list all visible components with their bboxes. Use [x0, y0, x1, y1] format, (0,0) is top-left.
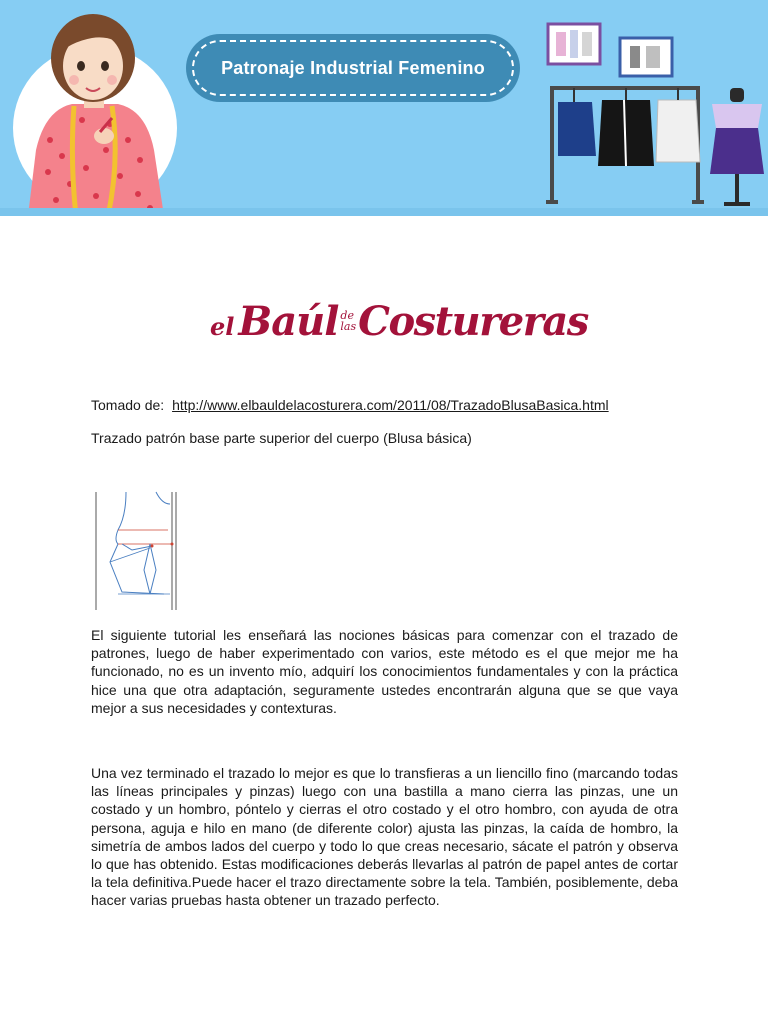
logo-word-baul: Baúl: [238, 297, 339, 345]
clothing-rack-illustration: [540, 16, 768, 216]
document-subtitle: Trazado patrón base parte superior del cuerpo (Blusa básica): [91, 430, 472, 446]
source-label: Tomado de:: [91, 397, 165, 413]
source-link[interactable]: http://www.elbauldelacosturera.com/2011/08/TrazadoBlusaBasica.html: [172, 397, 609, 413]
logo-word-de: de: [340, 309, 354, 322]
seamstress-illustration: [0, 0, 190, 216]
logo-word-delas: [340, 310, 356, 332]
blouse-pattern-drawing: [92, 490, 180, 612]
source-line: [91, 397, 609, 413]
header-banner: [0, 0, 768, 216]
logo-word-el: el: [210, 311, 235, 341]
paragraph-intro: El siguiente tutorial les enseñará las nociones básicas para comenzar con el trazado de patrones, luego de haber experimentado con varios, este método es el que mejor me ha funcionado, no es un invento mío, adquirí los conocimientos fundamentales y con la práctica hice una que otra adaptación, seguramente ustedes encontrarán alguna que se que vaya mejor a sus necesidades y contexturas.: [91, 627, 678, 716]
logo-word-costureras: Costureras: [358, 297, 588, 345]
banner-bottom-strip: [0, 208, 768, 216]
title-badge: [186, 34, 520, 102]
logo-word-las: las: [340, 320, 357, 333]
el-baul-de-las-costureras-logo: [210, 290, 588, 352]
paragraph-instructions: Una vez terminado el trazado lo mejor es que lo transfieras a un liencillo fino (marcando todas las líneas principales y pinzas) luego con una bastilla a mano cierra las pinzas, une un costado y un hombro, póntelo y cierras el otro costado y el otro hombro, con ayuda de otra persona, aguja e hilo en mano (de diferente color) ajusta las pinzas, la caída de hombro, la simetría de ambos lados del cuerpo y todo lo que creas necesario, sácate el patrón y observa lo que has obtenido. Estas modificaciones deberás llevarlas al patrón de papel antes de cortar la tela definitiva.Puede hacer el trazo directamente sobre la tela. También, posiblemente, deba hacer varias pruebas hasta obtener un trazado perfecto.: [91, 765, 678, 909]
title-badge-border: [192, 40, 514, 96]
banner-title: Patronaje Industrial Femenino: [221, 57, 485, 78]
